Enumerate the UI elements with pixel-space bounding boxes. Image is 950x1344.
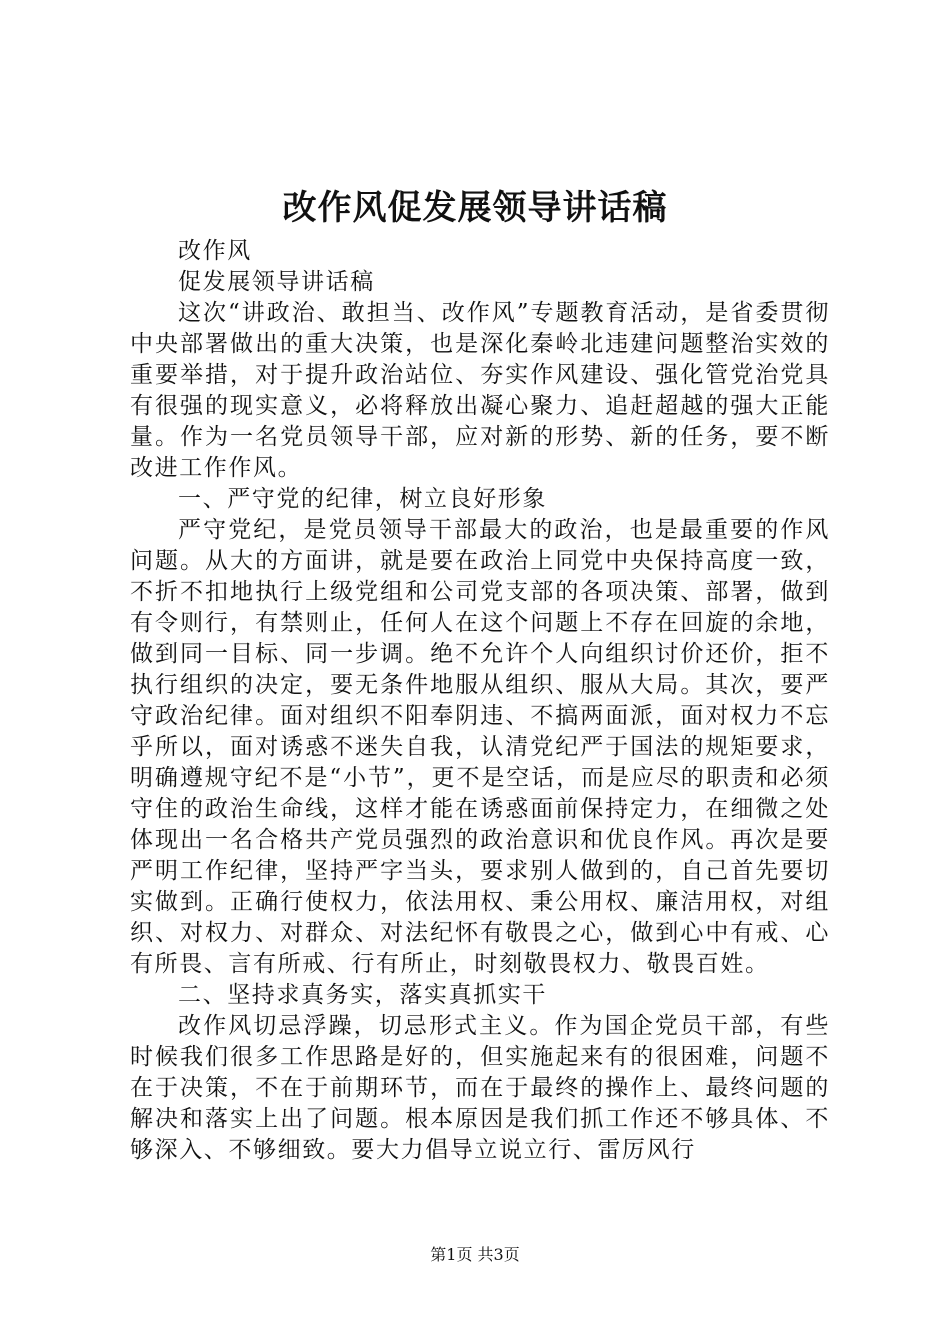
subtitle-line-2: 促发展领导讲话稿 bbox=[178, 269, 375, 295]
section-heading-1: 一、严守党的纪律，树立良好形象 bbox=[178, 486, 547, 512]
document-title: 改作风促发展领导讲话稿 bbox=[282, 188, 668, 228]
section-heading-2: 二、坚持求真务实，落实真抓实干 bbox=[178, 982, 547, 1008]
section-2-paragraph: 改作风切忌浮躁，切忌形式主义。作为国企党员干部，有些时候我们很多工作思路是好的，但实施起来有的很困难，问题不在于决策，不在于前期环节，而在于最终的操作上、最终问题的解决和落实上出了问题。根本原因是我们抓工作还不够具体、不够深入、不够细致。要大力倡导立说立行、雷厉风行 bbox=[130, 1013, 830, 1163]
subtitle-line-1: 改作风 bbox=[178, 238, 252, 264]
page-number-footer: 第1页 共3页 bbox=[430, 1245, 520, 1264]
document-body bbox=[130, 236, 830, 1166]
intro-paragraph: 这次“讲政治、敢担当、改作风”专题教育活动，是省委贯彻中央部署做出的重大决策，也是深化秦岭北违建问题整治实效的重要举措，对于提升政治站位、夯实作风建设、强化管党治党具有很强的现实意义，必将释放出凝心聚力、追赶超越的强大正能量。作为一名党员领导干部，应对新的形势、新的任务，要不断改进工作作风。 bbox=[130, 300, 830, 481]
section-1-paragraph: 严守党纪，是党员领导干部最大的政治，也是最重要的作风问题。从大的方面讲，就是要在政治上同党中央保持高度一致，不折不扣地执行上级党组和公司党支部的各项决策、部署，做到有令则行，有禁则止，任何人在这个问题上不存在回旋的余地，做到同一目标、同一步调。绝不允许个人向组织讨价还价，拒不执行组织的决定，要无条件地服从组织、服从大局。其次，要严守政治纪律。面对组织不阳奉阴违、不搞两面派，面对权力不忘乎所以，面对诱惑不迷失自我，认清党纪严于国法的规矩要求，明确遵规守纪不是“小节”，更不是空话，而是应尽的职责和必须守住的政治生命线，这样才能在诱惑面前保持定力，在细微之处体现出一名合格共产党员强烈的政治意识和优良作风。再次是要严明工作纪律，坚持严字当头，要求别人做到的，自己首先要切实做到。正确行使权力，依法用权、秉公用权、廉洁用权，对组织、对权力、对群众、对法纪怀有敬畏之心，做到心中有戒、心有所畏、言有所戒、行有所止，时刻敬畏权力、敬畏百姓。 bbox=[130, 517, 830, 977]
